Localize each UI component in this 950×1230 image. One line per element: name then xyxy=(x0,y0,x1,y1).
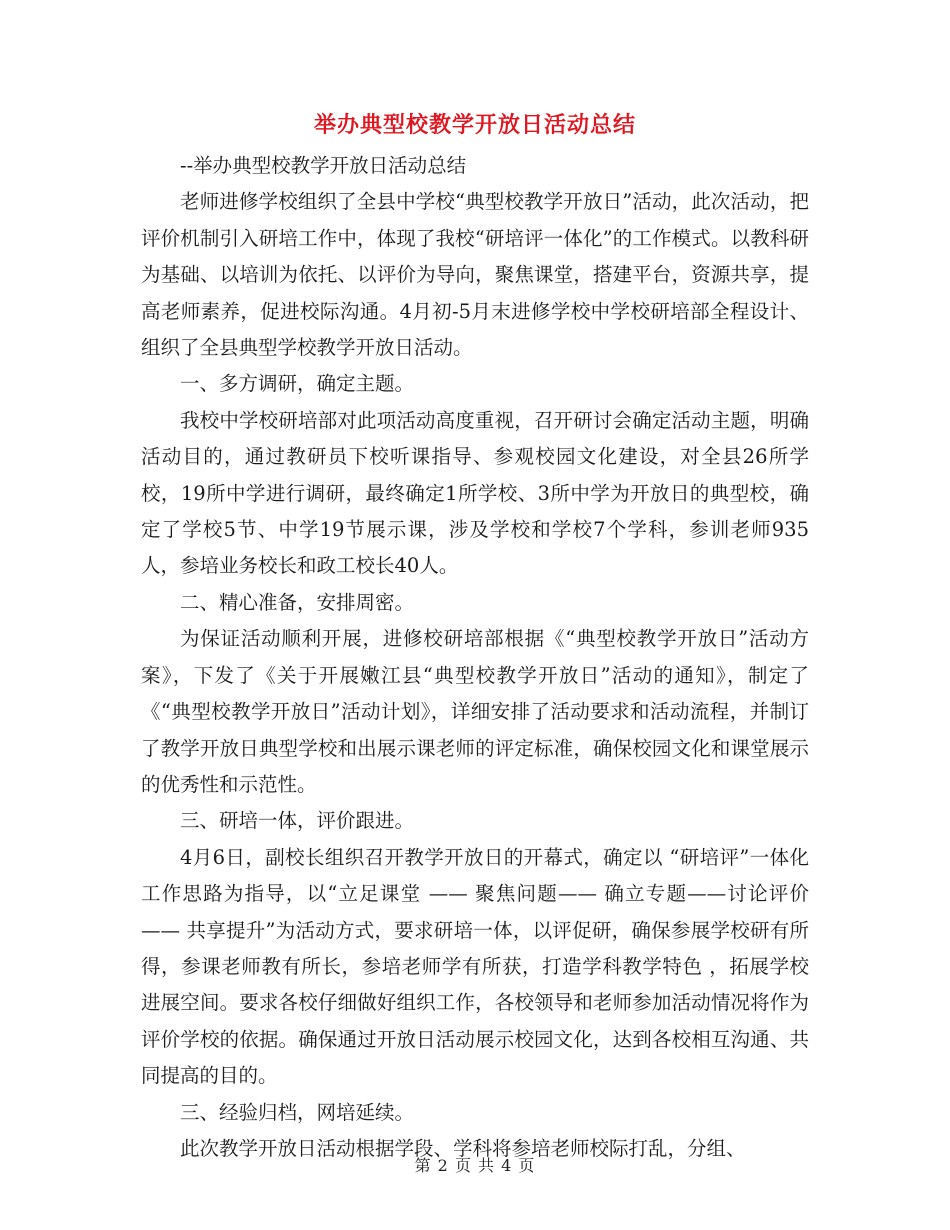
paragraph-section-1: 我校中学校研培部对此项活动高度重视，召开研讨会确定活动主题，明确活动目的，通过教研员下校听课指导、参观校园文化建设，对全县26所学校，19所中学进行调研，最终确定1所学校、3所中学为开放日的典型校，确定了学校5节、中学19节展示课，涉及学校和学校7个学科，参训老师935人，参培业务校长和政工校长40人。 xyxy=(141,408,809,578)
document-title: 举办典型校教学开放日活动总结 xyxy=(313,113,636,138)
paragraph-section-3: 4月6日，副校长组织召开教学开放日的开幕式，确定以 “研培评”一体化工作思路为指导，以“立足课堂 —— 聚焦问题—— 确立专题——讨论评价—— 共享提升”为活动方式，要求研培一体，以评促研，确保参展学校研有所得，参课老师教有所长，参培老师学有所获，打造学科教学特色 ，拓展学校进展空间。要求各校仔细做好组织工作，各校领导和老师参加活动情况将作为评价学校的依据。确保通过开放日活动展示校园文化，达到各校相互沟通、共同提高的目的。 xyxy=(141,845,809,1088)
paragraph-section-4: 此次教学开放日活动根据学段、学科将参培老师校际打乱，分组、 xyxy=(180,1136,746,1160)
section-heading-2: 二、精心准备，安排周密。 xyxy=(180,590,415,614)
section-heading-1: 一、多方调研，确定主题。 xyxy=(180,372,415,396)
paragraph-intro: 老师进修学校组织了全县中学校“典型校教学开放日”活动，此次活动，把评价机制引入研培工作中，体现了我校“研培评一体化”的工作模式。以教科研为基础、以培训为依托、以评价为导向，聚焦课堂，搭建平台，资源共享，提高老师素养，促进校际沟通。4月初-5月末进修学校中学校研培部全程设计、组织了全县典型学校教学开放日活动。 xyxy=(141,190,809,360)
section-heading-3: 三、研培一体，评价跟进。 xyxy=(180,809,415,833)
paragraph-subtitle: --举办典型校教学开放日活动总结 xyxy=(180,154,467,177)
paragraph-section-2: 为保证活动顺利开展，进修校研培部根据《“典型校教学开放日”活动方案》，下发了《关于开展嫩江县“典型校教学开放日”活动的通知》，制定了《“典型校教学开放日”活动计划》，详细安排了活动要求和活动流程，并制订了教学开放日典型学校和出展示课老师的评定标准，确保校园文化和课堂展示的优秀性和示范性。 xyxy=(141,627,809,796)
section-heading-4: 三、经验归档，网培延续。 xyxy=(180,1100,415,1124)
page-footer: 第 2 页 共 4 页 xyxy=(414,1156,536,1175)
document-body xyxy=(141,148,809,1167)
